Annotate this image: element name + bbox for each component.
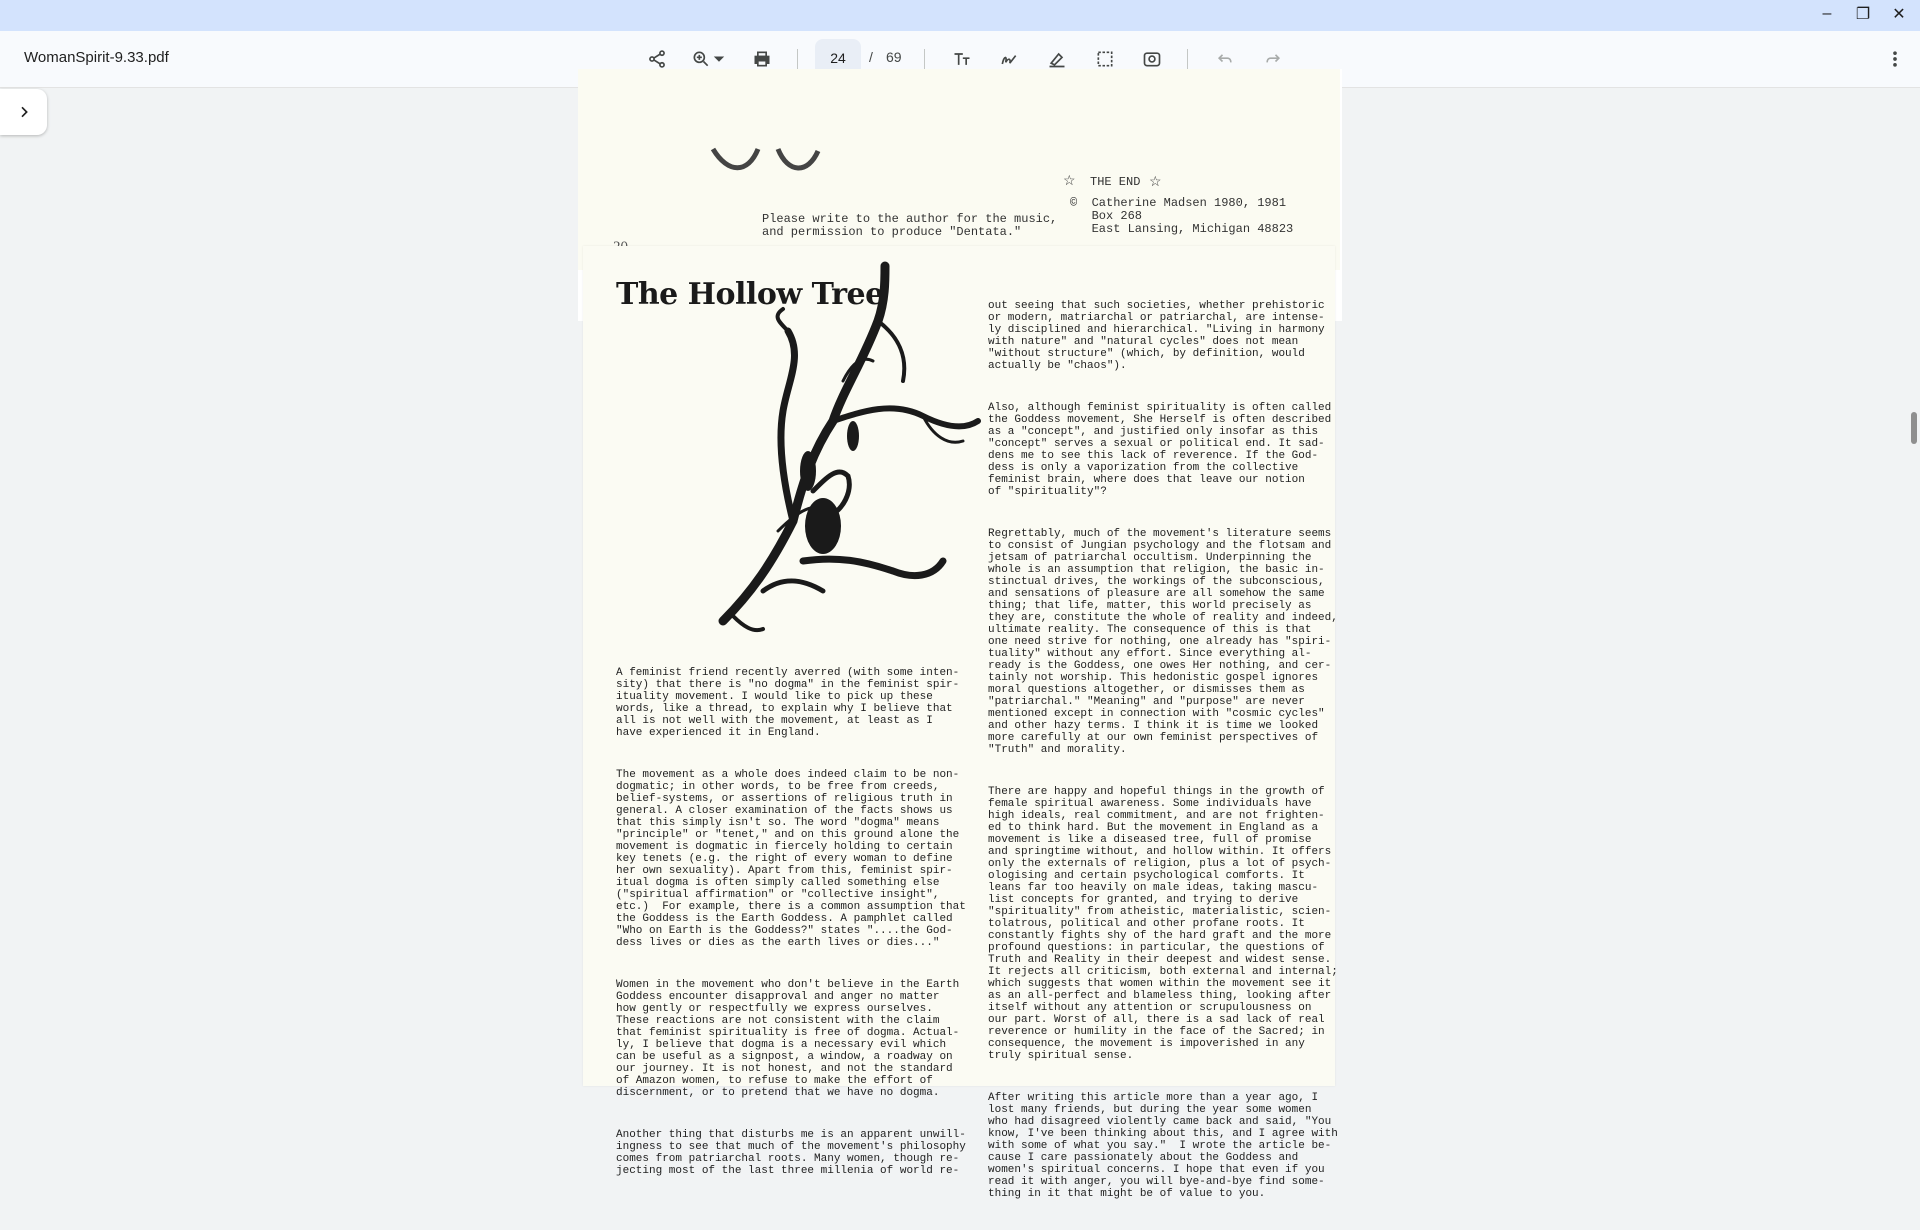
article-paragraph: A feminist friend recently averred (with some inten- sity) that there is "no dogma" in the feminist spir- ituality movement. I would like to pick up these words, like a thread, to explain why I believe that all is not well with the movement, at least as I have experienced it in England. (616, 667, 960, 739)
document-title: WomanSpirit-9.33.pdf (24, 49, 169, 66)
pdf-page-current (583, 246, 1338, 1200)
zoom-dropdown-icon[interactable] (712, 47, 726, 71)
article-paragraph: Also, although feminist spirituality is often called the Goddess movement, She Herself is often described as a "concept", and justified only insofar as this "concept" serves a sexual or political end. It sad- dens me to see this lack of reverence. If the God- dess is only a vaporization from the collective feminist brain, where does that leave our notion of "spirituality"? (988, 402, 1332, 498)
scrollbar-thumb[interactable] (1911, 412, 1917, 444)
toolbar-divider (924, 49, 925, 71)
zoom-in-icon[interactable] (689, 47, 713, 71)
close-button[interactable]: ✕ (1892, 6, 1906, 23)
page-number-input[interactable]: 24 (815, 39, 861, 77)
end-text: THE END (1090, 175, 1141, 189)
article-paragraph: There are happy and hopeful things in the growth of female spiritual awareness. Some individuals have high ideals, real commitment, and are not frighten- ed to think hard. But the movement in England as a movement is like a diseased tree, full of promise and springtime without, and hollow within. It offers only the externals of religion, plus a lot of psych- ologising and certain psychological comforts. It leans far too heavily on male ideas, taking mascu- list concepts for granted, and trying to derive "spirituality" from atheistic, materialistic, scien- tolatrous, political and other profane roots. It constantly fights shy of the hard graft and the more profound questions: in particular, the questions of Truth and Reality in their deepest and widest sense. It rejects all criticism, both external and internal; which suggests that women within the movement see it as an all-perfect and blameless thing, looking after itself without any attention or scrupulousness on our part. Worst of all, there is a sad lack of real reverence or humility in the face of the Sacred; in consequence, the movement is impoverished in any truly spiritual sense. (988, 786, 1338, 1062)
more-icon[interactable] (1883, 47, 1907, 71)
article-paragraph: Regrettably, much of the movement's literature seems to consist of Jungian psychology and the flotsam and jetsam of patriarchal occultism. Underpinning the whole is an assumption that religion, the basic in- stinctual drives, the workings of the subconscious, and sensations of pleasure are all somehow the same thing; that life, matter, this world precisely as they are, constitute the whole of reality and indeed, ultimate reality. The consequence of this is that one need strive for nothing, one already has "spiri- tuality" without any effort. Since everything al- ready is the Goddess, one owes Her nothing, and cer- tainly not worship. This hedonistic gospel ignores moral questions altogether, or dismisses them as "patriarchal." "Meaning" and "purpose" are never mentioned except in connection with "cosmic cycles" and other hazy terms. I think it is time we looked more carefully at our own feminist perspectives of "Truth" and morality. (988, 528, 1338, 756)
music-notation-fragment (708, 139, 828, 179)
scanned-page-image (578, 69, 1340, 270)
window-titlebar (0, 0, 1920, 31)
draw-icon[interactable] (997, 47, 1021, 71)
toolbar-divider (1187, 49, 1188, 71)
article-paragraph: After writing this article more than a year ago, I lost many friends, but during the year some women who had disagreed violently came back and said, "You know, I've been thinking about this, and I agree with with some of what you say." I wrote the article be- cause I care passionately about the Goddess and women's spiritual concerns. I hope that even if you read it with anger, you will bye-and-bye find some- thing in it that might be of value to you. (988, 1092, 1338, 1200)
restore-button[interactable]: ❐ (1855, 6, 1871, 23)
redo-icon[interactable] (1261, 47, 1285, 71)
minimize-button[interactable]: – (1822, 5, 1832, 22)
article-paragraph: The movement as a whole does indeed claim to be non- dogmatic; in other words, to be free from creeds, belief-systems, or assertions of religious truth in general. A closer examination of the facts shows us that this simply isn't so. The word "dogma" means "principle" or "tenet," and on this ground alone the movement is dogmatic in fiercely holding to certain key tenets (e.g. the right of every woman to define her own sexuality). Apart from this, feminist spir- itual dogma is often simply called something else ("spiritual affirmation" or "collective insight", etc.) For example, there is a common assumption that the Goddess is the Earth Goddess. A pamphlet called "Who on Earth is the Goddess?" states "....the God- dess lives or dies as the earth lives or dies..." (616, 769, 966, 949)
toolbar-divider (797, 49, 798, 71)
article-paragraph: Another thing that disturbs me is an apparent unwill- ingness to see that much of the movement's philosophy comes from patriarchal roots. Many women, though re- jecting most of the last three millenia of world re- (616, 1129, 966, 1177)
article-right-column (988, 276, 1338, 1230)
music-permission-note: Please write to the author for the music, and permission to produce "Dentata." (762, 212, 1058, 239)
hollow-tree-illustration (663, 261, 993, 641)
page-total: 69 (886, 49, 902, 65)
author-copyright: © Catherine Madsen 1980, 1981 Box 268 East Lansing, Michigan 48823 (1070, 196, 1294, 236)
star-icon: ☆ (1063, 172, 1076, 188)
page-separator: / (869, 49, 873, 65)
star-icon: ☆ (1149, 173, 1162, 189)
article-paragraph: out seeing that such societies, whether prehistoric or modern, matriarchal or patriarchal, are intense- ly disciplined and hierarchical. "Living in harmony with nature" and "natural cycles" does not mean "without structure" (which, by definition, would actually be "chaos"). (988, 300, 1325, 372)
pdf-viewer[interactable] (0, 89, 1920, 1200)
lens-icon[interactable] (1140, 47, 1164, 71)
sidebar-toggle-button[interactable] (0, 89, 47, 135)
text-icon[interactable] (950, 47, 974, 71)
highlight-icon[interactable] (1045, 47, 1069, 71)
undo-icon[interactable] (1213, 47, 1237, 71)
share-icon[interactable] (645, 47, 669, 71)
article-left-column (616, 643, 966, 1207)
article-title: The Hollow Tree (616, 277, 884, 312)
chevron-right-icon (16, 104, 32, 120)
select-icon[interactable] (1093, 47, 1117, 71)
print-icon[interactable] (750, 47, 774, 71)
article-paragraph: Women in the movement who don't believe in the Earth Goddess encounter disapproval and anger no matter how gently or respectfully we express ourselves. These reactions are not consistent with the claim that feminist spirituality is free of dogma. Actual- ly, I believe that dogma is a necessary evil which can be useful as a signpost, a window, a roadway on our journey. It is not honest, and not the standard of Amazon women, to refuse to make the effort of discernment, or to pretend that we have no dogma. (616, 979, 960, 1099)
